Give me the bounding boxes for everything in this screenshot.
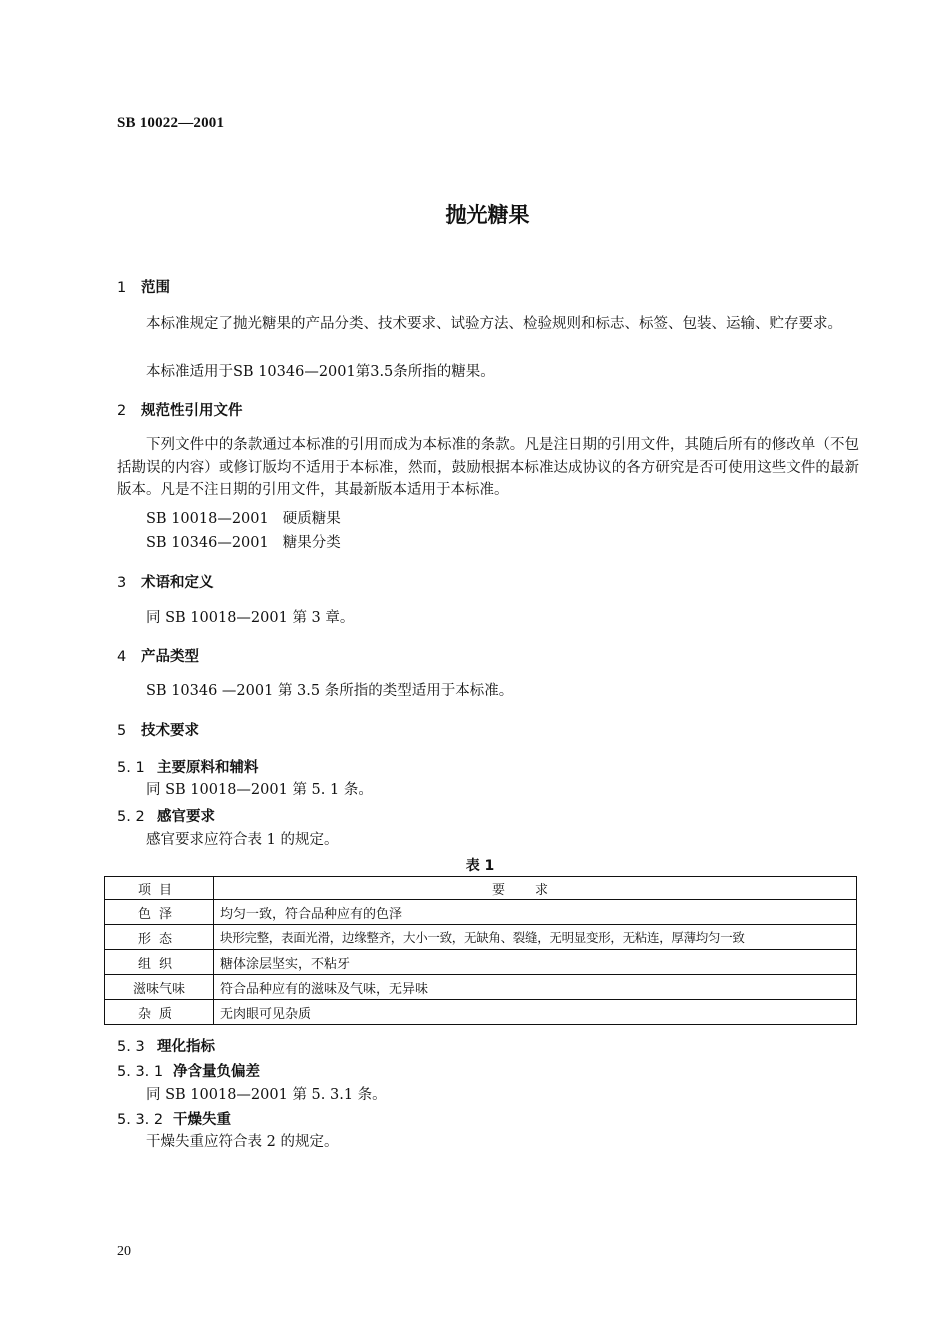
paragraph: 本标准适用于SB 10346—2001第3.5条所指的糖果。	[146, 364, 495, 380]
subsection-number: 5. 1	[117, 760, 145, 776]
reference-item	[146, 508, 341, 530]
section-2-heading	[117, 399, 243, 420]
sensory-requirements-table	[104, 876, 857, 1025]
item-cell: 组织	[105, 950, 214, 975]
section-title: 产品类型	[141, 649, 199, 665]
subsection-number: 5. 3. 1	[117, 1064, 164, 1080]
column-header: 要求	[214, 877, 857, 900]
paragraph: 感官要求应符合表 1 的规定。	[146, 832, 339, 848]
subsection-5-2-heading	[117, 805, 215, 826]
section-title: 技术要求	[141, 723, 199, 739]
requirement-cell: 均匀一致，符合品种应有的色泽	[214, 900, 857, 925]
section-title: 规范性引用文件	[141, 403, 243, 419]
requirement-cell: 符合品种应有的滋味及气味，无异味	[214, 975, 857, 1000]
subsection-5-3-heading	[117, 1035, 215, 1056]
subsection-number: 5. 3	[117, 1039, 145, 1055]
column-header: 项目	[105, 877, 214, 900]
item-cell: 形态	[105, 925, 214, 950]
requirement-cell: 块形完整，表面光滑，边缘整齐，大小一致，无缺角、裂缝，无明显变形，无粘连，厚薄均匀一致	[214, 925, 857, 950]
subsection-number: 5. 2	[117, 809, 145, 825]
reference-name: 糖果分类	[282, 535, 341, 551]
paragraph: 干燥失重应符合表 2 的规定。	[146, 1134, 339, 1150]
section-number: 2	[117, 403, 127, 419]
subsection-5-3-1-heading	[117, 1060, 260, 1081]
table-row	[105, 950, 857, 975]
reference-item	[146, 532, 341, 554]
table-caption: 表 1	[465, 858, 495, 874]
section-title: 术语和定义	[141, 575, 214, 591]
reference-name: 硬质糖果	[282, 511, 341, 527]
reference-code: SB 10346—2001	[146, 535, 269, 551]
subsection-number: 5. 3. 2	[117, 1112, 164, 1128]
paragraph: 同 SB 10018—2001 第 3 章。	[146, 610, 355, 626]
paragraph: 同 SB 10018—2001 第 5. 3.1 条。	[146, 1087, 387, 1103]
subsection-title: 干燥失重	[173, 1112, 231, 1128]
item-cell: 色泽	[105, 900, 214, 925]
paragraph: 同 SB 10018—2001 第 5. 1 条。	[146, 782, 373, 798]
requirement-cell: 无肉眼可见杂质	[214, 1000, 857, 1025]
paragraph: 下列文件中的条款通过本标准的引用而成为本标准的条款。凡是注日期的引用文件，其随后所有的修改单（不包括勘误的内容）或修订版均不适用于本标准，然而，鼓励根据本标准达成协议的各方研究是否可使用这些文件的最新版本。凡是不注日期的引用文件，其最新版本适用于本标准。	[117, 437, 859, 498]
subsection-title: 感官要求	[157, 809, 215, 825]
document-title: 抛光糖果	[445, 203, 530, 227]
item-cell: 滋味气味	[105, 975, 214, 1000]
section-title: 范围	[141, 280, 170, 296]
section-3-heading	[117, 571, 214, 592]
section-number: 3	[117, 575, 127, 591]
table-row	[105, 925, 857, 950]
section-number: 1	[117, 280, 127, 296]
standard-number-header: SB 10022—2001	[117, 115, 225, 131]
section-4-heading	[117, 645, 199, 666]
subsection-title: 主要原料和辅料	[157, 760, 259, 776]
page-number: 20	[117, 1244, 131, 1259]
subsection-5-1-heading	[117, 756, 259, 777]
requirement-cell: 糖体涂层坚实，不粘牙	[214, 950, 857, 975]
subsection-title: 理化指标	[157, 1039, 215, 1055]
section-number: 5	[117, 723, 127, 739]
table-row	[105, 975, 857, 1000]
subsection-5-3-2-heading	[117, 1108, 231, 1129]
subsection-title: 净含量负偏差	[173, 1064, 260, 1080]
section-1-heading	[117, 276, 170, 297]
table-header-row	[105, 877, 857, 900]
paragraph: 本标准规定了抛光糖果的产品分类、技术要求、试验方法、检验规则和标志、标签、包装、运输、贮存要求。	[146, 316, 842, 332]
section-number: 4	[117, 649, 127, 665]
item-cell: 杂质	[105, 1000, 214, 1025]
reference-code: SB 10018—2001	[146, 511, 269, 527]
table-row	[105, 900, 857, 925]
table-row	[105, 1000, 857, 1025]
paragraph: SB 10346 —2001 第 3.5 条所指的类型适用于本标准。	[146, 683, 514, 699]
section-5-heading	[117, 719, 199, 740]
